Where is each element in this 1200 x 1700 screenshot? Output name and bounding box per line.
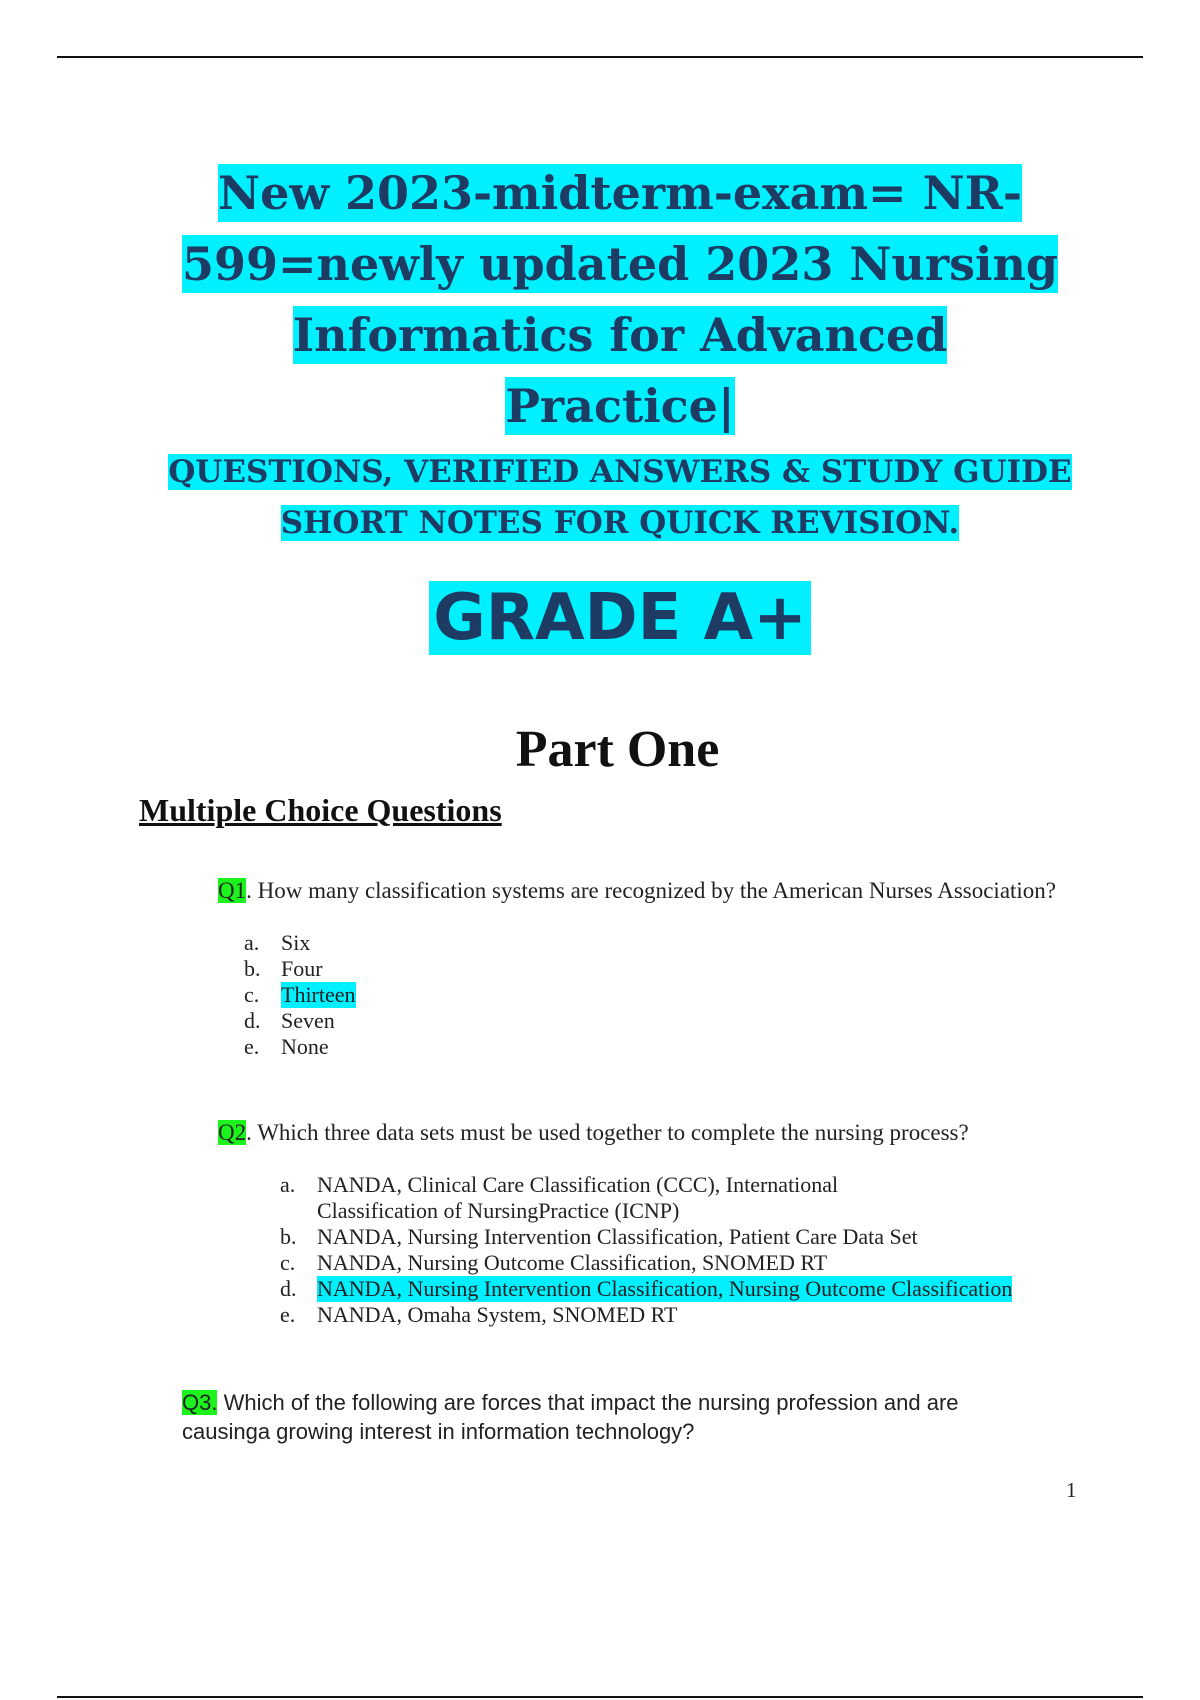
question-text: Which of the following are forces that impact the nursing profession and are causinga growing interest in information technology?: [182, 1390, 959, 1444]
option-c-answer: [244, 982, 356, 1008]
option-e: [280, 1302, 1100, 1328]
question-2-options: [280, 1172, 1100, 1328]
document-title: [150, 158, 1090, 442]
subtitle-line: QUESTIONS, VERIFIED ANSWERS & STUDY GUIDE: [168, 454, 1072, 490]
question-1: [218, 876, 1056, 906]
title-line: New 2023-midterm-exam= NR-: [218, 166, 1022, 220]
question-3: [182, 1388, 962, 1446]
option-text: Six: [281, 930, 311, 955]
top-rule: [57, 56, 1143, 58]
title-line: 599=newly updated 2023 Nursing: [181, 237, 1059, 291]
option-b: [244, 956, 356, 982]
option-a: [244, 930, 356, 956]
document-subtitle: [150, 447, 1090, 549]
grade-banner: [0, 576, 1200, 660]
option-text: Seven: [281, 1008, 335, 1033]
option-e: [244, 1034, 356, 1060]
subtitle-line: SHORT NOTES FOR QUICK REVISION.: [280, 505, 960, 541]
option-letter: c.: [280, 1250, 296, 1275]
option-text: NANDA, Omaha System, SNOMED RT: [317, 1302, 678, 1327]
option-text: NANDA, Nursing Outcome Classification, SNOMED RT: [317, 1250, 828, 1275]
title-line: Informatics for Advanced: [292, 308, 948, 362]
option-text: NANDA, Nursing Intervention Classification, Patient Care Data Set: [317, 1224, 918, 1249]
question-label: Q3.: [182, 1390, 218, 1415]
option-letter: a.: [280, 1172, 296, 1197]
question-label: Q2: [218, 1120, 247, 1145]
option-letter: d.: [280, 1276, 297, 1301]
option-letter: b.: [244, 956, 261, 981]
page-number: 1: [1066, 1478, 1077, 1502]
option-a: [280, 1172, 1100, 1224]
option-d: [244, 1008, 356, 1034]
bottom-rule: [57, 1696, 1143, 1698]
option-text: NANDA, Clinical Care Classification (CCC), International Classification of NursingPractice (ICNP): [317, 1172, 839, 1223]
question-text: . How many classification systems are recognized by the American Nurses Association?: [246, 878, 1057, 903]
option-d-answer: [280, 1276, 1100, 1302]
option-text-highlighted: Thirteen: [281, 982, 356, 1007]
option-letter: a.: [244, 930, 260, 955]
option-letter: e.: [244, 1034, 260, 1059]
question-label: Q1: [218, 878, 247, 903]
title-line: Practice|: [505, 379, 735, 433]
option-letter: b.: [280, 1224, 297, 1249]
option-text-highlighted: NANDA, Nursing Intervention Classification, Nursing Outcome Classification: [317, 1276, 1013, 1301]
grade-text: GRADE A+: [429, 581, 811, 655]
part-title: Part One: [515, 721, 720, 778]
option-c: [280, 1250, 1100, 1276]
question-2: [218, 1118, 969, 1148]
option-text: Four: [281, 956, 323, 981]
option-letter: e.: [280, 1302, 296, 1327]
option-b: [280, 1224, 1100, 1250]
option-letter: c.: [244, 982, 260, 1007]
section-title: Multiple Choice Questions: [139, 792, 502, 828]
question-text: . Which three data sets must be used together to complete the nursing process?: [246, 1120, 969, 1145]
option-text: None: [281, 1034, 329, 1059]
option-letter: d.: [244, 1008, 261, 1033]
question-1-options: [244, 930, 356, 1060]
